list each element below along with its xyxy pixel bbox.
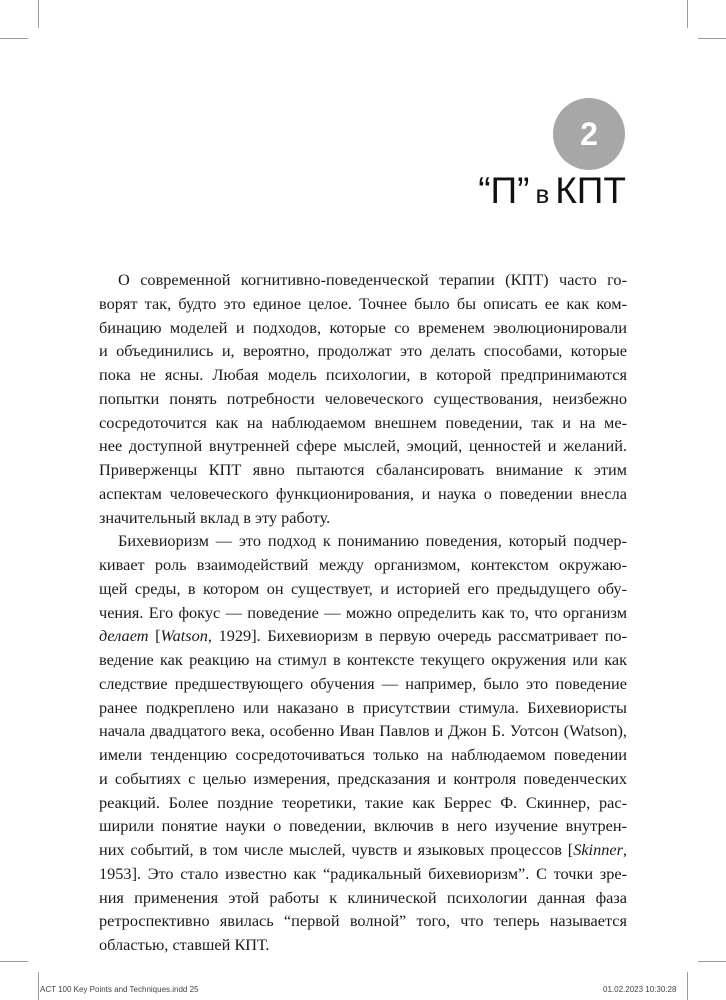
chapter-title-acronym: КПТ [555,170,626,211]
text-line: областью, ставшей КПТ. [99,935,270,954]
crop-mark-right-bottom [698,961,726,962]
text-line: сосредоточится как на наблюдаемом внешнем поведении, так и на ме- [99,412,627,432]
text-line: нее доступной внутренней сфере мыслей, эмоций, ценностей и желаний. [99,436,627,456]
crop-mark-bottom-left [38,972,39,1000]
text-line: Бихевиоризм — это подход к пониманию поведения, который подчер- [118,531,627,551]
text-line: кивает роль взаимодействий между организмом, контекстом окружаю- [99,555,627,574]
text-line: ранее подкреплено или наказано в присутствии стимула. Бихевиористы [99,697,627,717]
text-line: попытки понять потребности человеческого существования, неизбежно [99,388,627,408]
text-line: них событий, в том числе мыслей, чувств и языковых процессов [Skinner, [99,840,627,859]
text-line: начала двадцатого века, особенно Иван Павлов и Джон Б. Уотсон (Watson), [99,721,627,741]
text-line: имели тенденцию сосредоточиваться только на наблюдаемом поведении [99,745,627,764]
crop-mark-left-top [0,38,28,39]
text-line: щей среды, в котором он существует, и историей его предыдущего обу- [99,578,627,598]
text-line: и событиях с целью измерения, предсказания и контроля поведенческих [99,768,627,788]
chapter-title-preposition: в [535,179,550,209]
paragraph-intro [99,268,627,529]
crop-mark-top-left [38,0,39,28]
text-line: 1953]. Это стало известно как “радикальный бихевиоризм”. С точки зре- [99,863,627,883]
text-line: бинацию моделей и подходов, которые со временем эволюционировали [99,317,627,337]
crop-mark-right-top [698,38,726,39]
text-line: чения. Его фокус — поведение — можно определить как то, что организм [99,602,627,622]
text-line: аспектам человеческого функционирования, и наука о поведении внесла [99,483,627,503]
crop-mark-left-bottom [0,961,28,962]
crop-mark-top-right [687,0,688,28]
crop-mark-bottom-right [687,972,688,1000]
text-line: пока не ясны. Любая модель психологии, в которой предпринимаются [99,365,627,384]
text-line: Приверженцы КПТ явно пытаются сбалансировать внимание к этим [99,460,627,479]
text-line: ретроспективно явилась “первой волной” того, что теперь называется [99,911,627,931]
text-line: значительный вклад в эту работу. [99,507,331,527]
chapter-body [99,268,627,957]
chapter-title [478,172,626,209]
text-line: следствие предшествующего обучения — например, было это поведение [99,673,627,693]
text-line: О современной когнитивно-поведенческой терапии (КПТ) часто го- [118,270,627,289]
chapter-title-quoted-letter: “П” [478,170,530,211]
text-line: ворят так, будто это единое целое. Точнее было бы описать ее как ком- [99,293,627,313]
text-line: ведение как реакцию на стимул в контексте текущего окружения или как [99,650,627,669]
paragraph-behaviorism [99,529,627,957]
text-line: ширили понятие науки о поведении, включив в него изучение внутрен- [99,816,627,836]
footer-datetime: 01.02.2023 10:30:28 [603,985,677,994]
text-line: реакций. Более поздние теоретики, такие как Беррес Ф. Скиннер, рас- [99,792,627,812]
footer-file-slug: ACT 100 Key Points and Techniques.indd 25 [40,985,199,994]
chapter-number-badge: 2 [553,98,625,170]
text-line: делает [Watson, 1929]. Бихевиоризм в первую очередь рассматривает по- [99,626,627,646]
text-line: ния применения этой работы к клинической психологии данная фаза [99,887,627,907]
text-line: и объединились и, вероятно, продолжат это делать способами, которые [99,341,627,361]
